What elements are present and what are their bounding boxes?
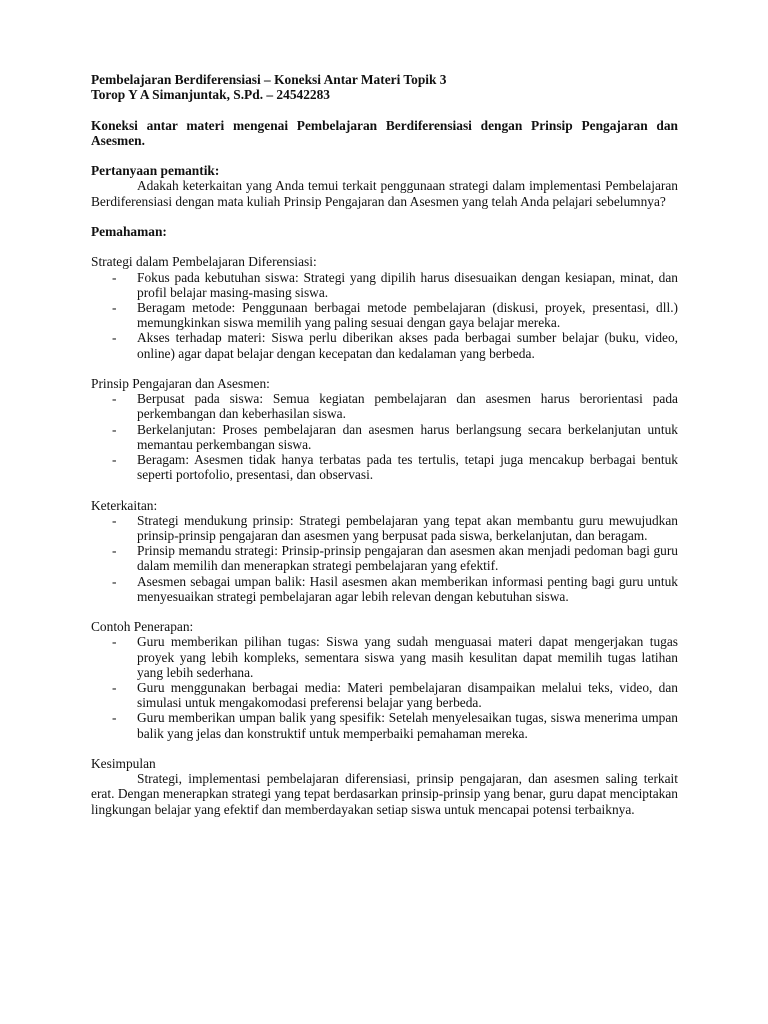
list-item-text: Guru memberikan umpan balik yang spesifik: Setelah menyelesaikan tugas, siswa menerima umpan balik yang jelas dan konstruktif untuk memperbaiki pemahaman mereka. <box>137 710 678 741</box>
dash-bullet: - <box>112 452 117 467</box>
trigger-text: Adakah keterkaitan yang Anda temui terkait penggunaan strategi dalam implementasi Pembelajaran Berdiferensiasi dengan mata kuliah Prinsip Pengajaran dan Asesmen yang telah Anda pelajari sebelumnya? <box>91 178 678 209</box>
list-item-text: Berpusat pada siswa: Semua kegiatan pembelajaran dan asesmen harus berorientasi pada perkembangan dan keberhasilan siswa. <box>137 391 678 422</box>
section-principles <box>91 376 678 482</box>
list-item-text: Guru menggunakan berbagai media: Materi pembelajaran disampaikan melalui teks, video, dan simulasi untuk mengakomodasi preferensi belajar yang berbeda. <box>137 680 678 711</box>
list-item-text: Asesmen sebagai umpan balik: Hasil asesmen akan memberikan informasi penting bagi guru untuk menyesuaikan strategi pembelajaran agar lebih relevan dengan kebutuhan siswa. <box>137 573 678 604</box>
list-item <box>91 543 678 573</box>
list-item <box>91 710 678 740</box>
bullet-list <box>91 270 678 361</box>
section-title: Keterkaitan: <box>91 497 158 513</box>
list-item <box>91 634 678 680</box>
section-examples <box>91 619 678 741</box>
list-item <box>91 300 678 330</box>
document-body <box>91 72 678 817</box>
understanding-heading: Pemahaman: <box>91 223 167 239</box>
dash-bullet: - <box>112 680 117 696</box>
section-title: Strategi dalam Pembelajaran Diferensiasi: <box>91 254 317 270</box>
dash-bullet: - <box>112 269 117 285</box>
dash-bullet: - <box>112 634 117 650</box>
list-item-text: Prinsip memandu strategi: Prinsip-prinsip pengajaran dan asesmen akan menjadi pedoman bagi guru dalam memilih dan menerapkan strategi pembelajaran yang efektif. <box>137 543 678 574</box>
dash-bullet: - <box>112 573 117 589</box>
list-item-text: Beragam: Asesmen tidak hanya terbatas pada tes tertulis, tetapi juga mencakup berbagai bentuk seperti portofolio, presentasi, dan observasi. <box>137 452 678 483</box>
list-item <box>91 270 678 300</box>
section-title: Contoh Penerapan: <box>91 619 194 635</box>
dash-bullet: - <box>112 391 117 407</box>
document-header <box>91 72 678 102</box>
list-item-text: Beragam metode: Penggunaan berbagai metode pembelajaran (diskusi, proyek, presentasi, dll.) memungkinkan siswa memilih yang paling sesuai dengan gaya belajar mereka. <box>137 299 678 331</box>
header-title: Pembelajaran Berdiferensiasi – Koneksi Antar Materi Topik 3 <box>91 72 447 87</box>
list-item-text: Guru memberikan pilihan tugas: Siswa yang sudah menguasai materi dapat mengerjakan tugas proyek yang lebih kompleks, sementara siswa yang masih kesulitan dapat memilih tugas latihan yang lebih sederhana. <box>137 634 678 680</box>
dash-bullet: - <box>112 330 117 346</box>
dash-bullet: - <box>112 421 117 437</box>
intro-title: Koneksi antar materi mengenai Pembelajaran Berdiferensiasi dengan Prinsip Pengajaran dan Asesmen. <box>91 117 678 148</box>
trigger-heading: Pertanyaan pemantik: <box>91 163 220 179</box>
list-item-text: Berkelanjutan: Proses pembelajaran dan asesmen harus berlangsung secara berkelanjutan untuk memantau perkembangan siswa. <box>137 421 678 452</box>
bullet-list <box>91 513 678 604</box>
list-item <box>91 680 678 710</box>
header-author: Torop Y A Simanjuntak, S.Pd. – 24542283 <box>91 87 330 103</box>
section-strategy <box>91 254 678 360</box>
dash-bullet: - <box>112 543 117 559</box>
list-item <box>91 513 678 543</box>
dash-bullet: - <box>112 512 117 528</box>
bullet-list <box>91 391 678 482</box>
list-item <box>91 574 678 604</box>
list-item <box>91 422 678 452</box>
list-item-text: Akses terhadap materi: Siswa perlu diberikan akses pada berbagai sumber belajar (buku, video, online) agar dapat belajar dengan kecepatan dan kedalaman yang berbeda. <box>137 330 678 361</box>
dash-bullet: - <box>112 299 117 315</box>
bullet-list <box>91 634 678 740</box>
dash-bullet: - <box>112 710 117 726</box>
list-item-text: Fokus pada kebutuhan siswa: Strategi yang dipilih harus disesuaikan dengan kesiapan, minat, dan profil belajar masing-masing siswa. <box>137 269 678 300</box>
list-item-text: Strategi mendukung prinsip: Strategi pembelajaran yang tepat akan membantu guru mewujudkan prinsip-prinsip pengajaran dan asesmen yang berpusat pada siswa, berkelanjutan, dan beragam. <box>137 512 678 543</box>
section-conclusion <box>91 756 678 817</box>
list-item <box>91 452 678 482</box>
list-item <box>91 391 678 421</box>
list-item <box>91 330 678 360</box>
conclusion-text: Strategi, implementasi pembelajaran diferensiasi, prinsip pengajaran, dan asesmen saling terkait erat. Dengan menerapkan strategi yang tepat berdasarkan prinsip-prinsip yang benar, guru dapat menciptakan lingkungan belajar yang efektif dan memberdayakan setiap siswa untuk mencapai potensi terbaiknya. <box>91 771 678 817</box>
section-linkage <box>91 498 678 604</box>
section-title: Kesimpulan <box>91 756 156 772</box>
section-title: Prinsip Pengajaran dan Asesmen: <box>91 375 270 391</box>
